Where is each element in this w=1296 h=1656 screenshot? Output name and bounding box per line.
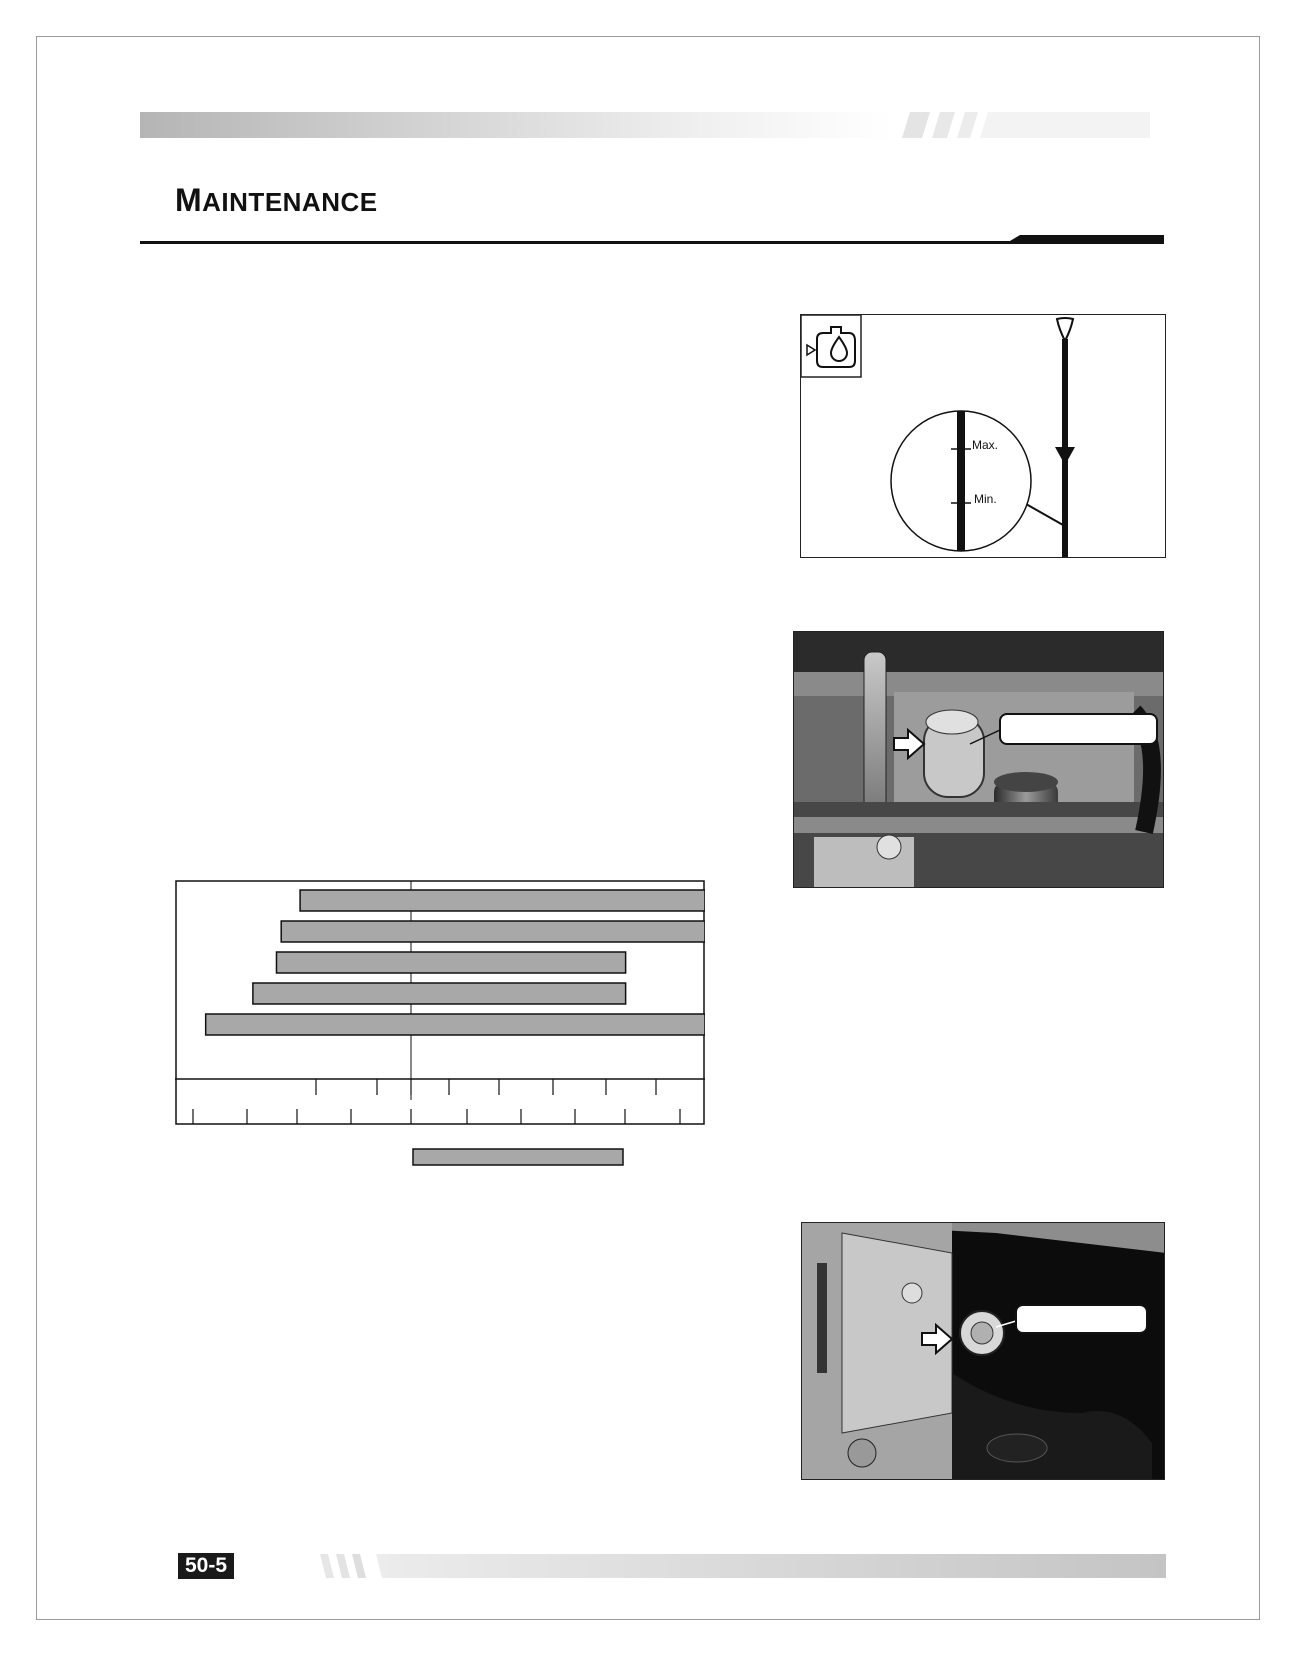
oil-filler-cap: [960, 1311, 1004, 1355]
engine-oil-level-icon: [801, 315, 861, 377]
max-mark-label: Max.: [972, 438, 999, 452]
callout-label: [996, 1305, 1147, 1333]
footer-band: [140, 1552, 1166, 1580]
magnified-view: [891, 411, 1031, 551]
chart-range-bar: [300, 890, 705, 911]
dipstick-figure: [800, 314, 1166, 558]
dipstick-diagram: [801, 315, 1166, 558]
dipstick: [1019, 318, 1075, 557]
page-number: 50-5: [178, 1553, 234, 1579]
oil-cap-photo: [802, 1223, 1165, 1480]
chart-range-bar: [253, 983, 626, 1004]
temperature-range-chart: [175, 880, 705, 1125]
chart-range-bar-below: [412, 1148, 624, 1166]
title-rule: [140, 230, 1164, 246]
title-initial: M: [175, 182, 203, 218]
oil-cap-figure: [801, 1222, 1165, 1480]
oil-filter-photo: [794, 632, 1164, 888]
header-band: [140, 112, 1150, 138]
chart-range-bar: [281, 921, 705, 942]
min-mark-label: Min.: [974, 492, 997, 506]
chart-range-bar: [206, 1014, 705, 1035]
page-title: [175, 182, 378, 219]
title-rest: AINTENANCE: [202, 187, 378, 217]
chart-range-bar: [276, 952, 625, 973]
oil-filter-figure: [793, 631, 1164, 888]
